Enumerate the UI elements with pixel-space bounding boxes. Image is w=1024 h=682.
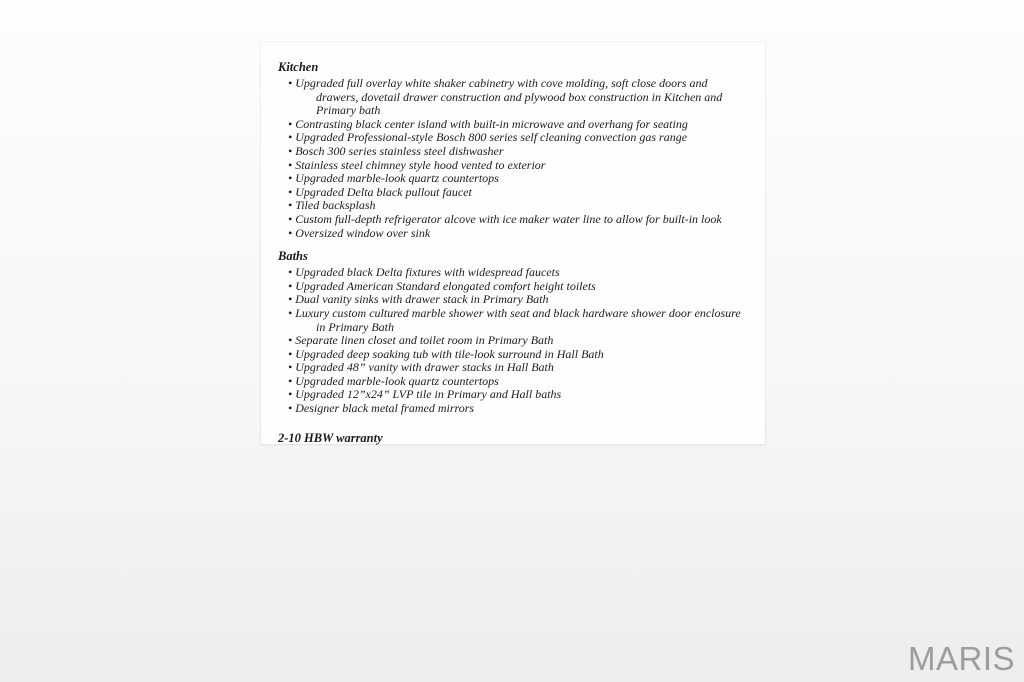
feature-item: • Separate linen closet and toilet room in Primary Bath bbox=[278, 334, 751, 348]
feature-item: • Designer black metal framed mirrors bbox=[278, 402, 751, 416]
section-heading: Kitchen bbox=[278, 60, 319, 74]
feature-item: • Stainless steel chimney style hood vented to exterior bbox=[278, 159, 751, 173]
feature-item: • Upgraded 12”x24” LVP tile in Primary and Hall baths bbox=[278, 388, 751, 402]
section-heading: Baths bbox=[278, 249, 308, 264]
feature-item: • Luxury custom cultured marble shower with seat and black hardware shower door enclosure in Primary Bath bbox=[278, 307, 751, 334]
feature-item: • Upgraded American Standard elongated comfort height toilets bbox=[278, 280, 751, 294]
feature-list bbox=[278, 266, 751, 416]
feature-sheet bbox=[261, 42, 765, 444]
feature-item: • Upgraded full overlay white shaker cabinetry with cove molding, soft close doors and drawers, dovetail drawer construction and plywood box construction in Kitchen and Primary bath bbox=[278, 77, 751, 118]
feature-item: • Upgraded Professional-style Bosch 800 series self cleaning convection gas range bbox=[278, 131, 751, 145]
feature-item: • Upgraded marble-look quartz countertops bbox=[278, 172, 751, 186]
feature-item: • Upgraded black Delta fixtures with widespread faucets bbox=[278, 266, 751, 280]
feature-item: • Bosch 300 series stainless steel dishwasher bbox=[278, 145, 751, 159]
feature-item: • Upgraded marble-look quartz countertops bbox=[278, 375, 751, 389]
feature-item: • Contrasting black center island with built-in microwave and overhang for seating bbox=[278, 118, 751, 132]
maris-watermark: MARIS bbox=[907, 640, 1015, 677]
warranty-note: 2-10 HBW warranty bbox=[278, 430, 383, 445]
feature-item: • Oversized window over sink bbox=[278, 227, 751, 241]
feature-item: • Upgraded Delta black pullout faucet bbox=[278, 186, 751, 200]
feature-item: • Upgraded deep soaking tub with tile-look surround in Hall Bath bbox=[278, 348, 751, 362]
feature-item: • Tiled backsplash bbox=[278, 199, 751, 213]
feature-item: • Custom full-depth refrigerator alcove with ice maker water line to allow for built-in look bbox=[278, 213, 751, 227]
feature-section bbox=[278, 249, 751, 416]
feature-item: • Dual vanity sinks with drawer stack in Primary Bath bbox=[278, 293, 751, 307]
feature-section bbox=[278, 60, 751, 240]
feature-item: • Upgraded 48” vanity with drawer stacks in Hall Bath bbox=[278, 361, 751, 375]
feature-list bbox=[278, 77, 751, 240]
feature-sections bbox=[278, 60, 751, 416]
